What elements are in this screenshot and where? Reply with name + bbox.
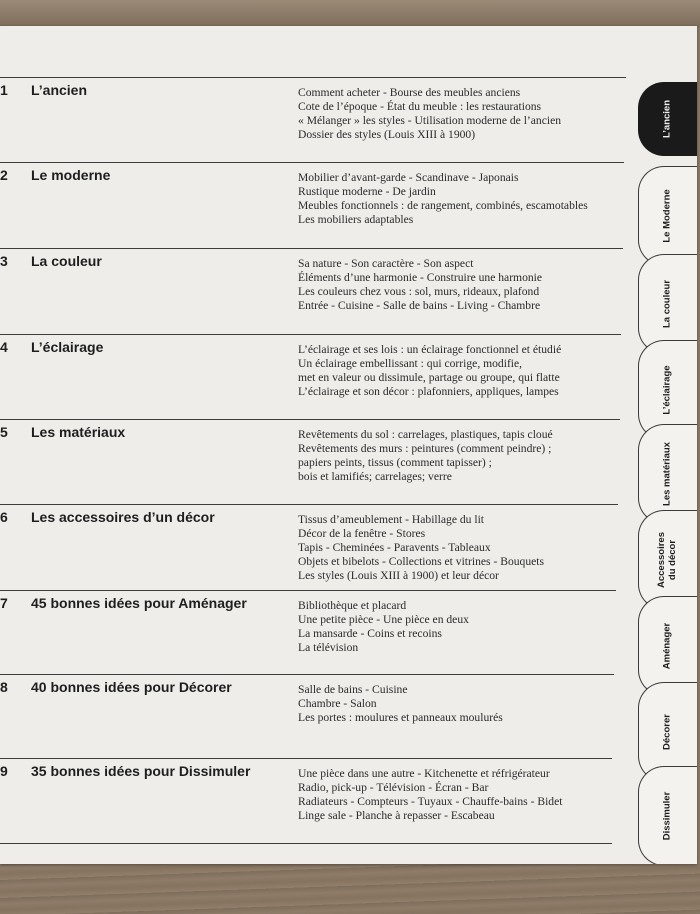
- section-divider: [0, 674, 614, 675]
- topic-line: Salle de bains - Cuisine: [298, 683, 408, 696]
- tab-dissimuler[interactable]: [638, 766, 697, 864]
- tab-label: Dissimuler: [661, 791, 673, 841]
- topic-line: Éléments d’une harmonie - Construire une harmonie: [298, 271, 543, 284]
- topic-line: Linge sale - Planche à repasser - Escabeau: [298, 809, 495, 822]
- topic-line: Décor de la fenêtre - Stores: [298, 527, 426, 540]
- topic-line: Un éclairage embellissant : qui corrige, modifie,: [298, 357, 523, 370]
- section-title: 35 bonnes idées pour Dissimuler: [31, 763, 251, 779]
- topic-line: Comment acheter - Bourse des meubles anciens: [298, 86, 521, 99]
- topic-line: Tissus d’ameublement - Habillage du lit: [298, 513, 485, 526]
- topic-line: Radiateurs - Compteurs - Tuyaux - Chauffe-bains - Bidet: [298, 795, 563, 808]
- topic-line: Cote de l’époque - État du meuble : les restaurations: [298, 100, 542, 113]
- topic-line: Bibliothèque et placard: [298, 599, 407, 612]
- section-title: 40 bonnes idées pour Décorer: [31, 679, 232, 695]
- section-topics: [298, 171, 633, 227]
- tab-label: L’ancien: [661, 99, 673, 139]
- topic-line: Les portes : moulures et panneaux moulurés: [298, 711, 503, 724]
- section-divider: [0, 77, 626, 78]
- topic-line: Les couleurs chez vous : sol, murs, rideaux, plafond: [298, 285, 540, 298]
- tab-label: Accessoires du décor: [656, 532, 678, 588]
- topic-line: papiers peints, tissus (comment tapisser) ;: [298, 456, 492, 469]
- topic-line: Objets et bibelots - Collections et vitrines - Bouquets: [298, 555, 545, 568]
- tab-amenager[interactable]: [638, 596, 697, 696]
- topic-line: Une pièce dans une autre - Kitchenette et réfrigérateur: [298, 767, 550, 780]
- section-topics: [298, 257, 633, 313]
- tab-label: Aménager: [661, 622, 673, 670]
- topic-line: Entrée - Cuisine - Salle de bains - Living - Chambre: [298, 299, 541, 312]
- section-divider: [0, 843, 612, 844]
- tab-ancien[interactable]: [638, 82, 697, 156]
- topic-line: L’éclairage et son décor : plafonniers, appliques, lampes: [298, 385, 559, 398]
- topic-line: Rustique moderne - De jardin: [298, 185, 436, 198]
- section-title: Le moderne: [31, 167, 111, 183]
- tab-label: L’éclairage: [661, 365, 673, 415]
- tab-couleur[interactable]: [638, 254, 697, 354]
- topic-line: met en valeur ou dissimule, partage ou groupe, qui flatte: [298, 371, 560, 384]
- section-title: 45 bonnes idées pour Aménager: [31, 595, 247, 611]
- table-surface-top: [0, 0, 700, 28]
- section-topics: [298, 343, 633, 399]
- topic-line: Tapis - Cheminées - Paravents - Tableaux: [298, 541, 491, 554]
- tab-moderne[interactable]: [638, 166, 697, 266]
- section-topics: [298, 767, 633, 823]
- topic-line: La télévision: [298, 641, 359, 654]
- section-divider: [0, 162, 624, 163]
- section-title: La couleur: [31, 253, 102, 269]
- section-number: 8: [0, 679, 8, 695]
- tab-label: Le Moderne: [661, 189, 673, 243]
- topic-line: Sa nature - Son caractère - Son aspect: [298, 257, 474, 270]
- section-divider: [0, 334, 621, 335]
- section-divider: [0, 590, 616, 591]
- topic-line: Meubles fonctionnels : de rangement, combinés, escamotables: [298, 199, 588, 212]
- section-divider: [0, 248, 623, 249]
- section-number: 6: [0, 509, 8, 525]
- tab-label: Décorer: [661, 714, 673, 750]
- topic-line: Revêtements du sol : carrelages, plastiques, tapis cloué: [298, 428, 553, 441]
- section-title: Les accessoires d’un décor: [31, 509, 215, 525]
- tab-accessoires[interactable]: [638, 510, 697, 610]
- topic-line: Une petite pièce - Une pièce en deux: [298, 613, 469, 626]
- topic-line: Revêtements des murs : peintures (comment peindre) ;: [298, 442, 552, 455]
- section-number: 5: [0, 424, 8, 440]
- section-number: 9: [0, 763, 8, 779]
- section-topics: [298, 683, 633, 725]
- section-number: 7: [0, 595, 8, 611]
- section-number: 1: [0, 82, 8, 98]
- section-number: 4: [0, 339, 8, 355]
- tab-label: La couleur: [661, 279, 673, 329]
- tab-materiaux[interactable]: [638, 424, 697, 524]
- topic-line: Radio, pick-up - Télévision - Écran - Bar: [298, 781, 489, 794]
- topic-line: bois et lamifiés; carrelages; verre: [298, 470, 452, 483]
- topic-line: Les styles (Louis XIII à 1900) et leur décor: [298, 569, 499, 582]
- section-title: Les matériaux: [31, 424, 126, 440]
- section-divider: [0, 504, 618, 505]
- tab-label: Les matériaux: [661, 442, 673, 506]
- section-title: L’éclairage: [31, 339, 104, 355]
- topic-line: Les mobiliers adaptables: [298, 213, 414, 226]
- topic-line: L’éclairage et ses lois : un éclairage fonctionnel et étudié: [298, 343, 562, 356]
- topic-line: Chambre - Salon: [298, 697, 377, 710]
- contents-page: [0, 26, 697, 864]
- section-divider: [0, 758, 612, 759]
- topic-line: « Mélanger » les styles - Utilisation moderne de l’ancien: [298, 114, 562, 127]
- section-topics: [298, 428, 633, 484]
- section-topics: [298, 599, 633, 655]
- section-number: 2: [0, 167, 8, 183]
- section-title: L’ancien: [31, 82, 88, 98]
- topic-line: Dossier des styles (Louis XIII à 1900): [298, 128, 476, 141]
- table-surface-bottom: [0, 862, 700, 914]
- topic-line: Mobilier d’avant-garde - Scandinave - Japonais: [298, 171, 519, 184]
- section-number: 3: [0, 253, 8, 269]
- section-topics: [298, 513, 633, 583]
- section-topics: [298, 86, 633, 142]
- section-divider: [0, 419, 620, 420]
- topic-line: La mansarde - Coins et recoins: [298, 627, 442, 640]
